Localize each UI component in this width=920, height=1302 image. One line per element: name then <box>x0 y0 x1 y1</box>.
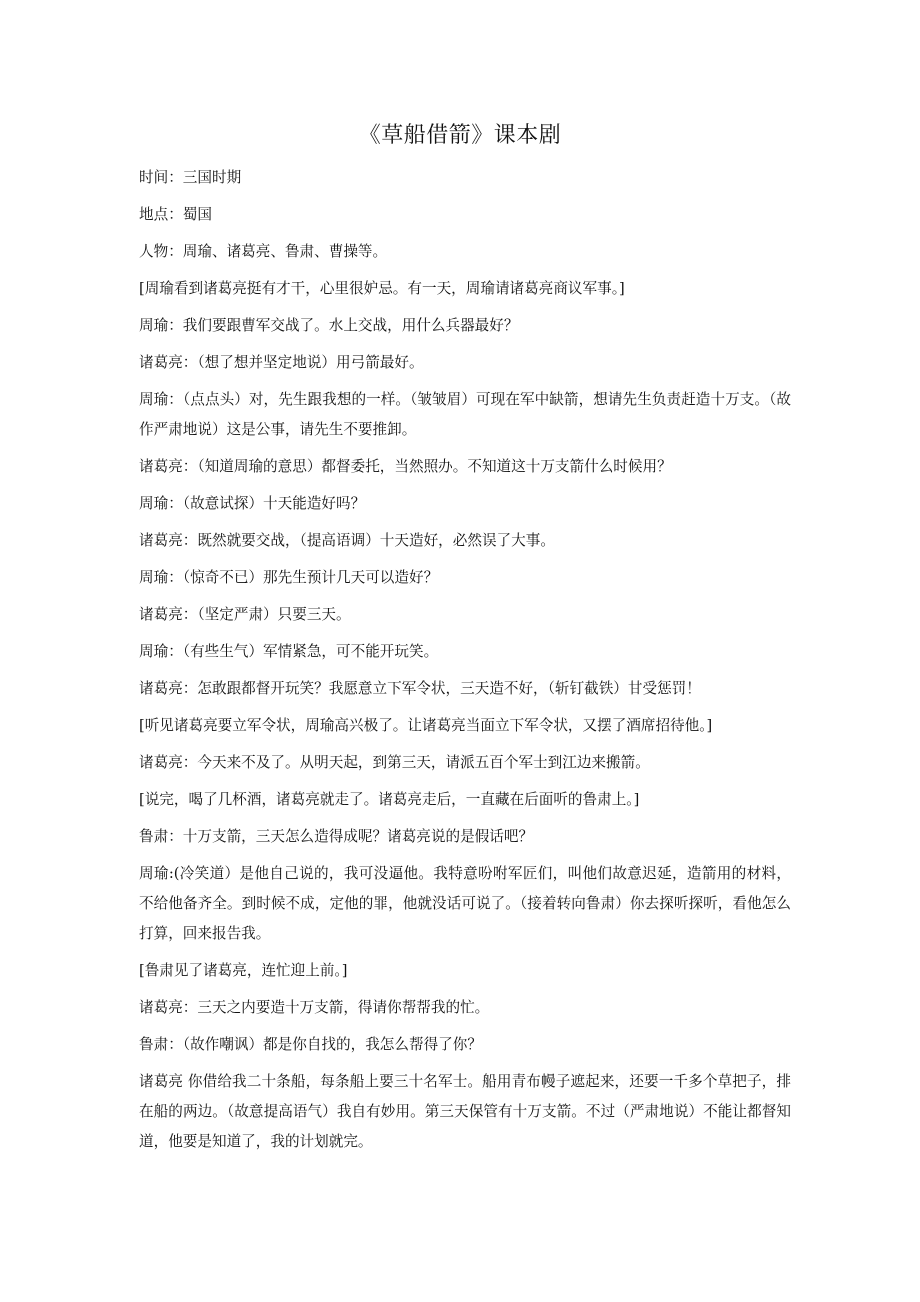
stage-direction: [周瑜看到诸葛亮挺有才干，心里很妒忌。有一天，周瑜请诸葛亮商议军事。] <box>139 280 625 297</box>
dialogue-line: 诸葛亮：既然就要交战，（提高语调）十天造好，必然误了大事。 <box>139 532 555 549</box>
dialogue-line: 诸葛亮：（想了想并坚定地说）用弓箭最好。 <box>139 354 424 371</box>
dialogue-line: 周瑜：（有些生气）军情紧急，可不能开玩笑。 <box>139 643 439 660</box>
dialogue-line: 周瑜：（点点头）对，先生跟我想的一样。（皱皱眉）可现在军中缺箭，想请先生负责赶造十万支。（故作严肃地说）这是公事，请先生不要推卸。 <box>139 391 791 438</box>
document-body <box>139 163 791 1164</box>
document-title: 《草船借箭》课本剧 <box>358 123 562 148</box>
stage-direction: [说完，喝了几杯酒，诸葛亮就走了。诸葛亮走后，一直藏在后面听的鲁肃上。] <box>139 791 640 808</box>
characters-list: 人物：周瑜、诸葛亮、鲁肃、曹操等。 <box>139 243 388 260</box>
stage-direction: [鲁肃见了诸葛亮，连忙迎上前。] <box>139 962 348 979</box>
dialogue-line: 周瑜：（惊奇不已）那先生预计几天可以造好？ <box>139 569 439 586</box>
dialogue-line: 诸葛亮：（坚定严肃）只要三天。 <box>139 606 351 623</box>
dialogue-line: 诸葛亮：（知道周瑜的意思）都督委托，当然照办。不知道这十万支箭什么时候用？ <box>139 458 672 475</box>
dialogue-line: 周瑜：（故意试探）十天能造好吗？ <box>139 495 366 512</box>
stage-direction: [听见诸葛亮要立军令状，周瑜高兴极了。让诸葛亮当面立下军令状，又摆了酒席招待他。] <box>139 717 713 734</box>
dialogue-line: 周瑜：我们要跟曹军交战了。水上交战，用什么兵器最好？ <box>139 317 519 334</box>
dialogue-line: 诸葛亮：三天之内要造十万支箭，得请你帮帮我的忙。 <box>139 999 490 1016</box>
setting-place: 地点：蜀国 <box>139 206 212 223</box>
dialogue-line: 鲁肃：（故作嘲讽）都是你自找的，我怎么帮得了你？ <box>139 1036 482 1053</box>
dialogue-line: 诸葛亮：今天来不及了。从明天起，到第三天，请派五百个军士到江边来搬箭。 <box>139 754 650 771</box>
dialogue-line: 诸葛亮 你借给我二十条船，每条船上要三十名军士。船用青布幔子遮起来，还要一千多个草把子，排在船的两边。（故意提高语气）我自有妙用。第三天保管有十万支箭。不过（严肃地说）不能让都督知道，他要是知道了，我的计划就完。 <box>139 1073 791 1150</box>
setting-time: 时间：三国时期 <box>139 169 242 186</box>
dialogue-line: 周瑜:(冷笑道）是他自己说的，我可没逼他。我特意吩咐军匠们，叫他们故意迟延，造箭用的材料，不给他备齐全。到时候不成，定他的罪，他就没话可说了。（接着转向鲁肃）你去探听探听，看他怎么打算，回来报告我。 <box>139 865 791 942</box>
dialogue-line: 诸葛亮：怎敢跟都督开玩笑？我愿意立下军令状，三天造不好，（斩钉截铁）甘受惩罚！ <box>139 680 701 697</box>
dialogue-line: 鲁肃：十万支箭，三天怎么造得成呢？诸葛亮说的是假话吧？ <box>139 828 534 845</box>
